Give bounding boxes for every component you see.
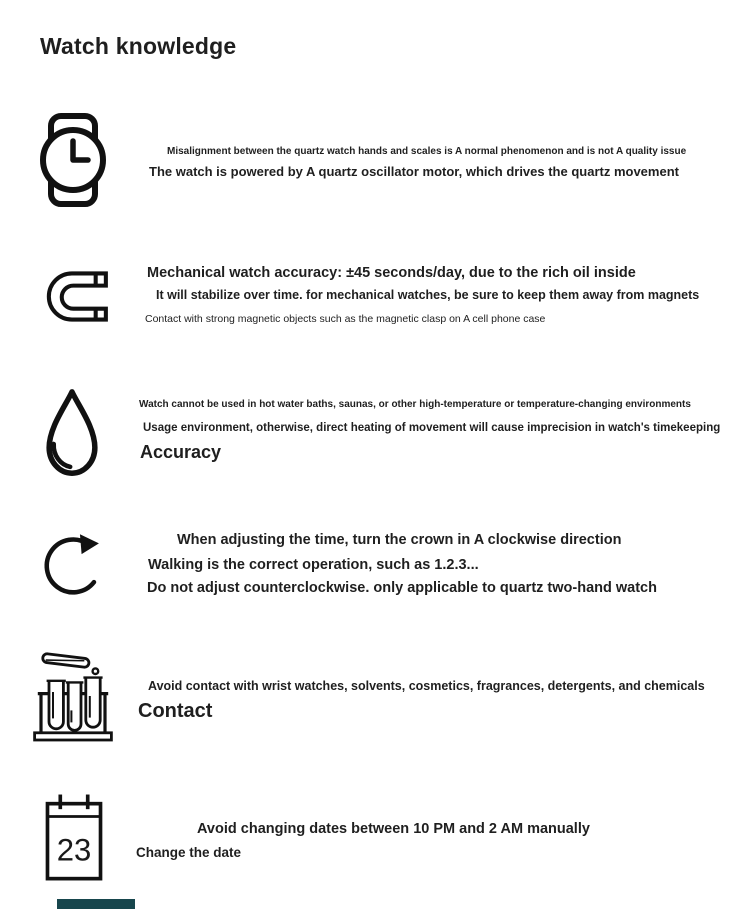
water-drop-icon bbox=[40, 385, 104, 481]
crown-clockwise-text: When adjusting the time, turn the crown in A clockwise direction bbox=[177, 532, 622, 548]
temperature-warning-note: Watch cannot be used in hot water baths, saunas, or other high-temperature or temperature-changing environments bbox=[139, 399, 691, 410]
contact-heading: Contact bbox=[138, 700, 213, 722]
bottom-accent-bar bbox=[57, 899, 135, 909]
page-title: Watch knowledge bbox=[40, 33, 237, 59]
magnet-accuracy-text: Mechanical watch accuracy: ±45 seconds/day, due to the rich oil inside bbox=[147, 265, 636, 281]
magnet-stabilize-text: It will stabilize over time. for mechanical watches, be sure to keep them away from magnets bbox=[156, 288, 700, 302]
crown-counterclockwise-text: Do not adjust counterclockwise. only applicable to quartz two-hand watch bbox=[147, 580, 657, 596]
calendar-icon bbox=[42, 790, 106, 885]
quartz-misalignment-note: Misalignment between the quartz watch hands and scales is A normal phenomenon and is not A quality issue bbox=[167, 146, 687, 157]
wristwatch-icon bbox=[38, 110, 108, 210]
magnet-icon bbox=[42, 268, 110, 325]
rotate-clockwise-icon bbox=[42, 524, 108, 604]
calendar-day: 23 bbox=[56, 832, 92, 868]
chemicals-avoid-text: Avoid contact with wrist watches, solvents, cosmetics, fragrances, detergents, and chemicals bbox=[148, 679, 705, 693]
change-date-heading: Change the date bbox=[136, 845, 242, 860]
temperature-usage-text: Usage environment, otherwise, direct heating of movement will cause imprecision in watch's timekeeping bbox=[143, 422, 721, 434]
test-tubes-icon bbox=[33, 646, 113, 746]
accuracy-heading: Accuracy bbox=[140, 442, 222, 462]
magnet-contact-note: Contact with strong magnetic objects such as the magnetic clasp on A cell phone case bbox=[145, 313, 546, 325]
crown-walking-text: Walking is the correct operation, such as 1.2.3... bbox=[148, 557, 479, 573]
quartz-movement-text: The watch is powered by A quartz oscillator motor, which drives the quartz movement bbox=[149, 164, 679, 179]
date-avoid-text: Avoid changing dates between 10 PM and 2 AM manually bbox=[197, 821, 590, 837]
